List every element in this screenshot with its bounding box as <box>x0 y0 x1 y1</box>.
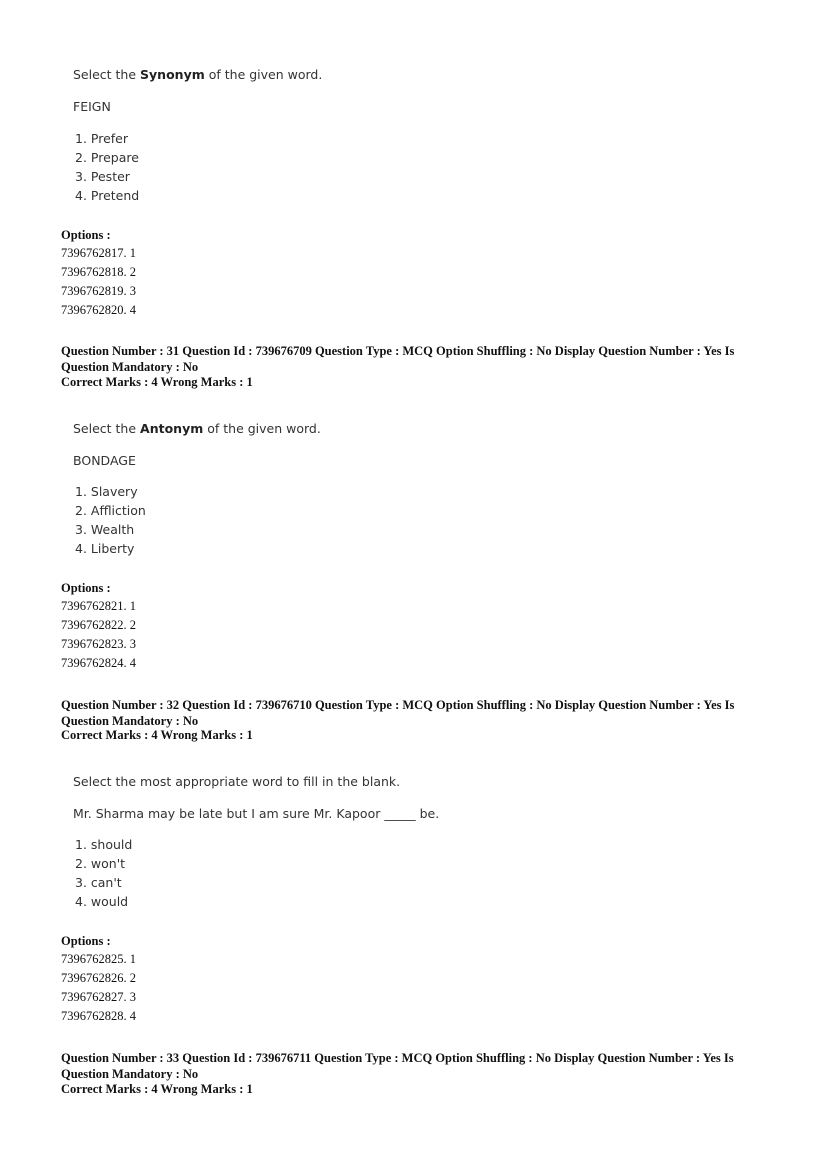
q31-choices <box>75 482 146 558</box>
q31-word: BONDAGE <box>73 453 136 468</box>
option-id: 7396762823. 3 <box>61 637 136 651</box>
choice: 1. Prefer <box>75 131 129 146</box>
q31-meta: Question Number : 31 Question Id : 739676709 Question Type : MCQ Option Shuffling : No Display Question Number : Yes Is Question Mandatory : No <box>61 344 735 374</box>
q33-marks: Correct Marks : 4 Wrong Marks : 1 <box>61 1082 253 1096</box>
option-id: 7396762820. 4 <box>61 303 136 317</box>
option-id: 7396762824. 4 <box>61 656 136 670</box>
q31-prompt: Select the Antonym of the given word. <box>73 421 321 436</box>
q30-choices <box>75 129 139 205</box>
option-id: 7396762821. 1 <box>61 599 136 613</box>
choice: 4. Pretend <box>75 188 140 203</box>
option-id: 7396762817. 1 <box>61 246 136 260</box>
q32-marks: Correct Marks : 4 Wrong Marks : 1 <box>61 728 253 742</box>
q31-options <box>61 597 136 673</box>
option-id: 7396762818. 2 <box>61 265 136 279</box>
q32-sentence: Mr. Sharma may be late but I am sure Mr. Kapoor _____ be. <box>73 806 440 821</box>
choice: 3. Pester <box>75 169 130 184</box>
q31-options-label: Options : <box>61 581 111 595</box>
option-id: 7396762822. 2 <box>61 618 136 632</box>
choice: 2. Affliction <box>75 503 146 518</box>
q30-options-label: Options : <box>61 228 111 242</box>
choice: 1. should <box>75 837 133 852</box>
choice: 1. Slavery <box>75 484 138 499</box>
q32-meta: Question Number : 32 Question Id : 739676710 Question Type : MCQ Option Shuffling : No Display Question Number : Yes Is Question Mandatory : No <box>61 698 735 728</box>
choice: 4. would <box>75 894 129 909</box>
q30-word: FEIGN <box>73 99 111 114</box>
q33-meta: Question Number : 33 Question Id : 739676711 Question Type : MCQ Option Shuffling : No Display Question Number : Yes Is Question Mandatory : No <box>61 1051 734 1081</box>
q31-marks: Correct Marks : 4 Wrong Marks : 1 <box>61 375 253 389</box>
choice: 3. Wealth <box>75 522 135 537</box>
q30-options <box>61 244 136 320</box>
q30-prompt: Select the Synonym of the given word. <box>73 67 323 82</box>
q32-choices <box>75 835 132 911</box>
option-id: 7396762825. 1 <box>61 952 136 966</box>
choice: 3. can't <box>75 875 122 890</box>
q32-prompt: Select the most appropriate word to fill in the blank. <box>73 774 401 789</box>
option-id: 7396762827. 3 <box>61 990 136 1004</box>
q32-options <box>61 950 136 1026</box>
option-id: 7396762828. 4 <box>61 1009 136 1023</box>
choice: 4. Liberty <box>75 541 135 556</box>
q32-options-label: Options : <box>61 934 111 948</box>
option-id: 7396762826. 2 <box>61 971 136 985</box>
choice: 2. won't <box>75 856 126 871</box>
choice: 2. Prepare <box>75 150 139 165</box>
option-id: 7396762819. 3 <box>61 284 136 298</box>
